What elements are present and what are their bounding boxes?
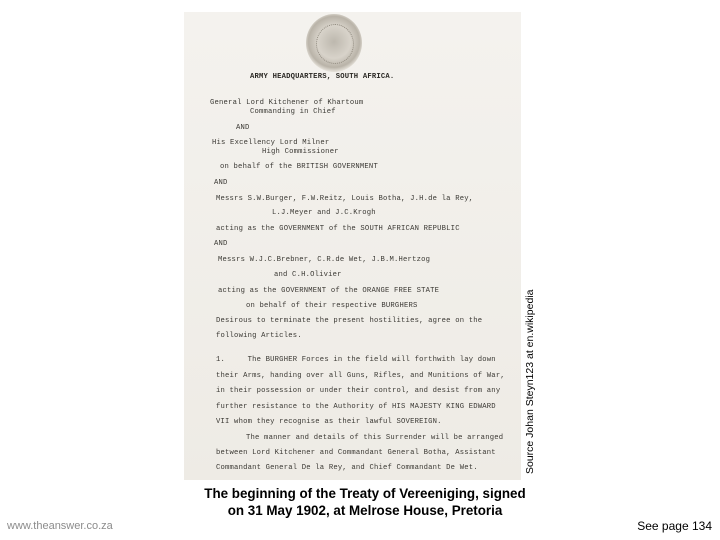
document-line: between Lord Kitchener and Commandant General Botha, Assistant [216, 449, 496, 457]
document-line: General Lord Kitchener of Khartoum [210, 99, 364, 107]
document-line: in their possession or under their control, and desist from any [216, 387, 501, 395]
document-line: The manner and details of this Surrender will be arranged [246, 434, 504, 442]
document-line: acting as the GOVERNMENT of the ORANGE FREE STATE [218, 287, 440, 295]
document-line: Messrs W.J.C.Brebner, C.R.de Wet, J.B.M.Hertzog [218, 256, 431, 264]
source-credit: Source Johan Steyn123 at en.wikipedia [524, 289, 536, 474]
document-line: on behalf of their respective BURGHERS [246, 302, 418, 310]
document-line: L.J.Meyer and J.C.Krogh [272, 209, 376, 217]
document-line: Commandant General De la Rey, and Chief Commandant De Wet. [216, 464, 478, 472]
document-line: further resistance to the Authority of HIS MAJESTY KING EDWARD [216, 403, 496, 411]
document-line: AND [214, 179, 228, 187]
document-line: AND [236, 124, 250, 132]
document-line: on behalf of the BRITISH GOVERNMENT [220, 163, 378, 171]
document-line: acting as the GOVERNMENT of the SOUTH AFRICAN REPUBLIC [216, 225, 460, 233]
document-line: 1. The BURGHER Forces in the field will forthwith lay down [216, 356, 496, 364]
document-line: Messrs S.W.Burger, F.W.Reitz, Louis Botha, J.H.de la Rey, [216, 195, 474, 203]
document-line: Commanding in Chief [250, 108, 336, 116]
document-line: Desirous to terminate the present hostilities, agree on the [216, 317, 483, 325]
document-line: following Articles. [216, 332, 302, 340]
document-line: VII whom they recognise as their lawful SOVEREIGN. [216, 418, 442, 426]
document-line: ARMY HEADQUARTERS, SOUTH AFRICA. [250, 73, 395, 81]
document-line: High Commissioner [262, 148, 339, 156]
treaty-document-image [184, 12, 521, 480]
document-line: and C.H.Olivier [274, 271, 342, 279]
document-line: their Arms, handing over all Guns, Rifles, and Munitions of War, [216, 372, 505, 380]
document-line: His Excellency Lord Milner [212, 139, 330, 147]
caption-line-1: The beginning of the Treaty of Vereeniging, signed [204, 486, 526, 501]
footer-page-reference: See page 134 [637, 519, 712, 533]
caption-line-2: on 31 May 1902, at Melrose House, Pretoria [227, 503, 503, 518]
image-caption [160, 485, 570, 519]
footer-website: www.theanswer.co.za [7, 520, 113, 532]
document-line: AND [214, 240, 228, 248]
document-text [184, 12, 521, 480]
